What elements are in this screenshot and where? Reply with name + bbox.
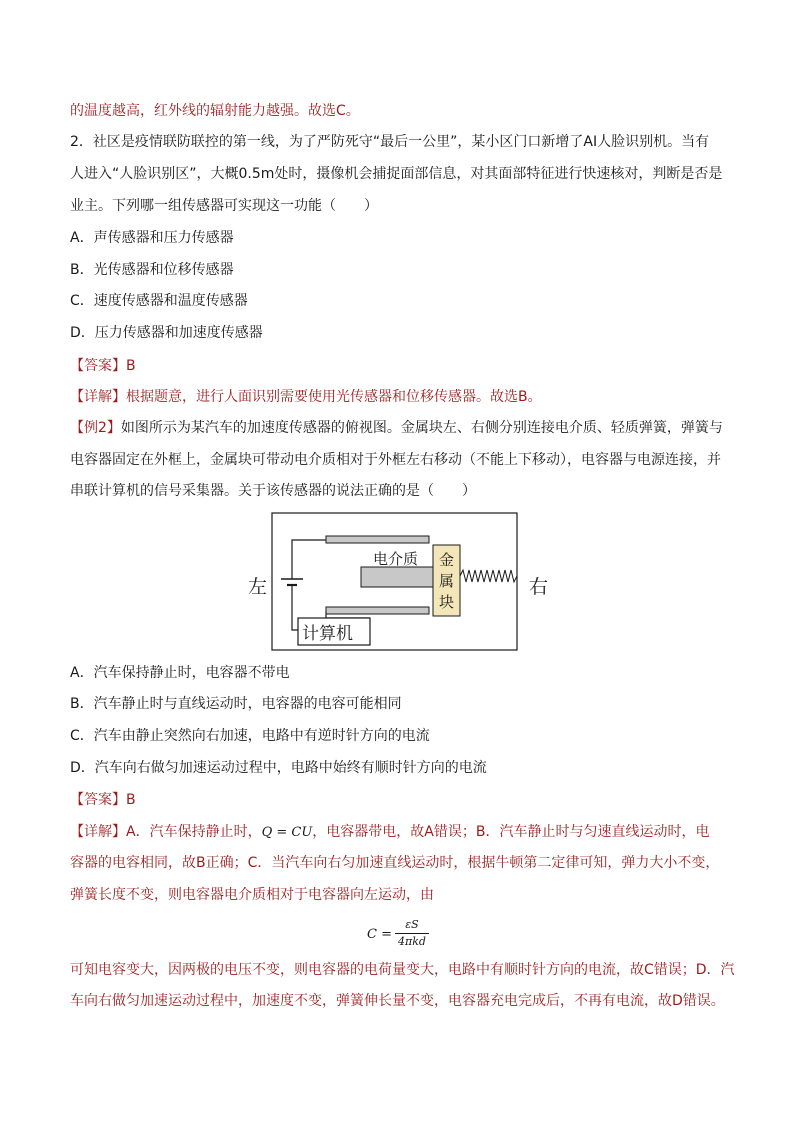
metal-block-label-3: 块 — [439, 593, 455, 611]
option-b: B．汽车静止时与直线运动时，电容器的电容可能相同 — [70, 696, 402, 712]
example-text: 如图所示为某汽车的加速度传感器的俯视图。金属块左、右侧分别连接电介质、轻质弹簧，弹簧与 — [120, 420, 723, 436]
formula-q-cu: Q = CU — [261, 825, 313, 840]
detail-text: 车向右做匀加速运动过程中，加速度不变，弹簧伸长量不变，电容器充电完成后，不再有电流，故D错误。 — [70, 993, 725, 1009]
computer-label: 计算机 — [302, 624, 353, 644]
formula-lhs: C = — [367, 927, 392, 942]
detail-text: 弹簧长度不变，则电容器电介质相对于电容器向左运动，由 — [70, 887, 434, 903]
dielectric — [361, 567, 433, 587]
option-d: D．汽车向右做匀加速运动过程中，电路中始终有顺时针方向的电流 — [70, 760, 487, 776]
formula-numerator: εS — [405, 918, 419, 931]
detail-line — [70, 822, 709, 843]
detail-text: ，电容器带电，故A错误；B．汽车静止时与匀速直线运动时，电 — [312, 824, 710, 840]
left-label: 左 — [248, 576, 268, 598]
example-2-line — [70, 418, 723, 438]
example-2-text: 电容器固定在外框上，金属块可带动电介质相对于外框左右移动（不能上下移动），电容器与电源连接，并 — [70, 452, 721, 468]
option-b: B．光传感器和位移传感器 — [70, 262, 234, 278]
capacitance-formula — [367, 918, 457, 952]
option-d: D．压力传感器和加速度传感器 — [70, 325, 263, 341]
answer-value: B — [126, 792, 136, 808]
option-c: C．汽车由静止突然向右加速，电路中有逆时针方向的电流 — [70, 728, 430, 744]
answer-tag: 【答案】 — [70, 792, 126, 808]
option-a: A．汽车保持静止时，电容器不带电 — [70, 665, 290, 681]
detail-text: 容器的电容相同，故B正确；C．当汽车向右匀加速直线运动时，根据牛顿第二定律可知，弹力大小不变， — [70, 855, 720, 871]
answer-value: B — [126, 358, 136, 374]
metal-block-label-2: 属 — [439, 572, 455, 590]
sensor-diagram — [0, 505, 794, 655]
detail-text: 可知电容变大，因两极的电压不变，则电容器的电荷量变大，电路中有顺时针方向的电流，故C错误；D．汽 — [70, 962, 735, 978]
detail-tag: 【详解】 — [70, 389, 126, 405]
example-2-text: 串联计算机的信号采集器。关于该传感器的说法正确的是（ ） — [70, 483, 476, 499]
answer-tag: 【答案】 — [70, 358, 126, 374]
capacitor-plate-top — [326, 536, 429, 543]
example-tag: 【例2】 — [70, 420, 121, 436]
option-a: A．声传感器和压力传感器 — [70, 230, 234, 246]
question-2-text: 业主。下列哪一组传感器可实现这一功能（ ） — [70, 198, 378, 214]
metal-block-label-1: 金 — [439, 551, 455, 569]
formula-denominator: 4πkd — [398, 935, 426, 948]
answer-line — [70, 790, 136, 810]
answer-line — [70, 356, 136, 376]
option-c: C．速度传感器和温度传感器 — [70, 293, 248, 309]
fraction-bar — [395, 933, 429, 934]
question-2-text: 人进入“人脸识别区”，大概0.5m处时，摄像机会捕捉面部信息，对其面部特征进行快速核对，判断是否是 — [70, 166, 723, 182]
right-label: 右 — [529, 576, 549, 598]
dielectric-label: 电介质 — [373, 550, 419, 568]
question-2-text: 2．社区是疫情联防联控的第一线，为了严防死守“最后一公里”，某小区门口新增了AI人脸识别机。当有 — [70, 134, 710, 150]
detail-text: 根据题意，进行人面识别需要使用光传感器和位移传感器。故选B。 — [126, 389, 542, 405]
capacitor-plate-bottom — [326, 607, 429, 614]
detail-text: A．汽车保持静止时， — [126, 824, 262, 840]
paragraph-line: 的温度越高，红外线的辐射能力越强。故选C。 — [70, 103, 360, 119]
detail-tag: 【详解】 — [70, 824, 126, 840]
detail-line — [70, 387, 542, 407]
